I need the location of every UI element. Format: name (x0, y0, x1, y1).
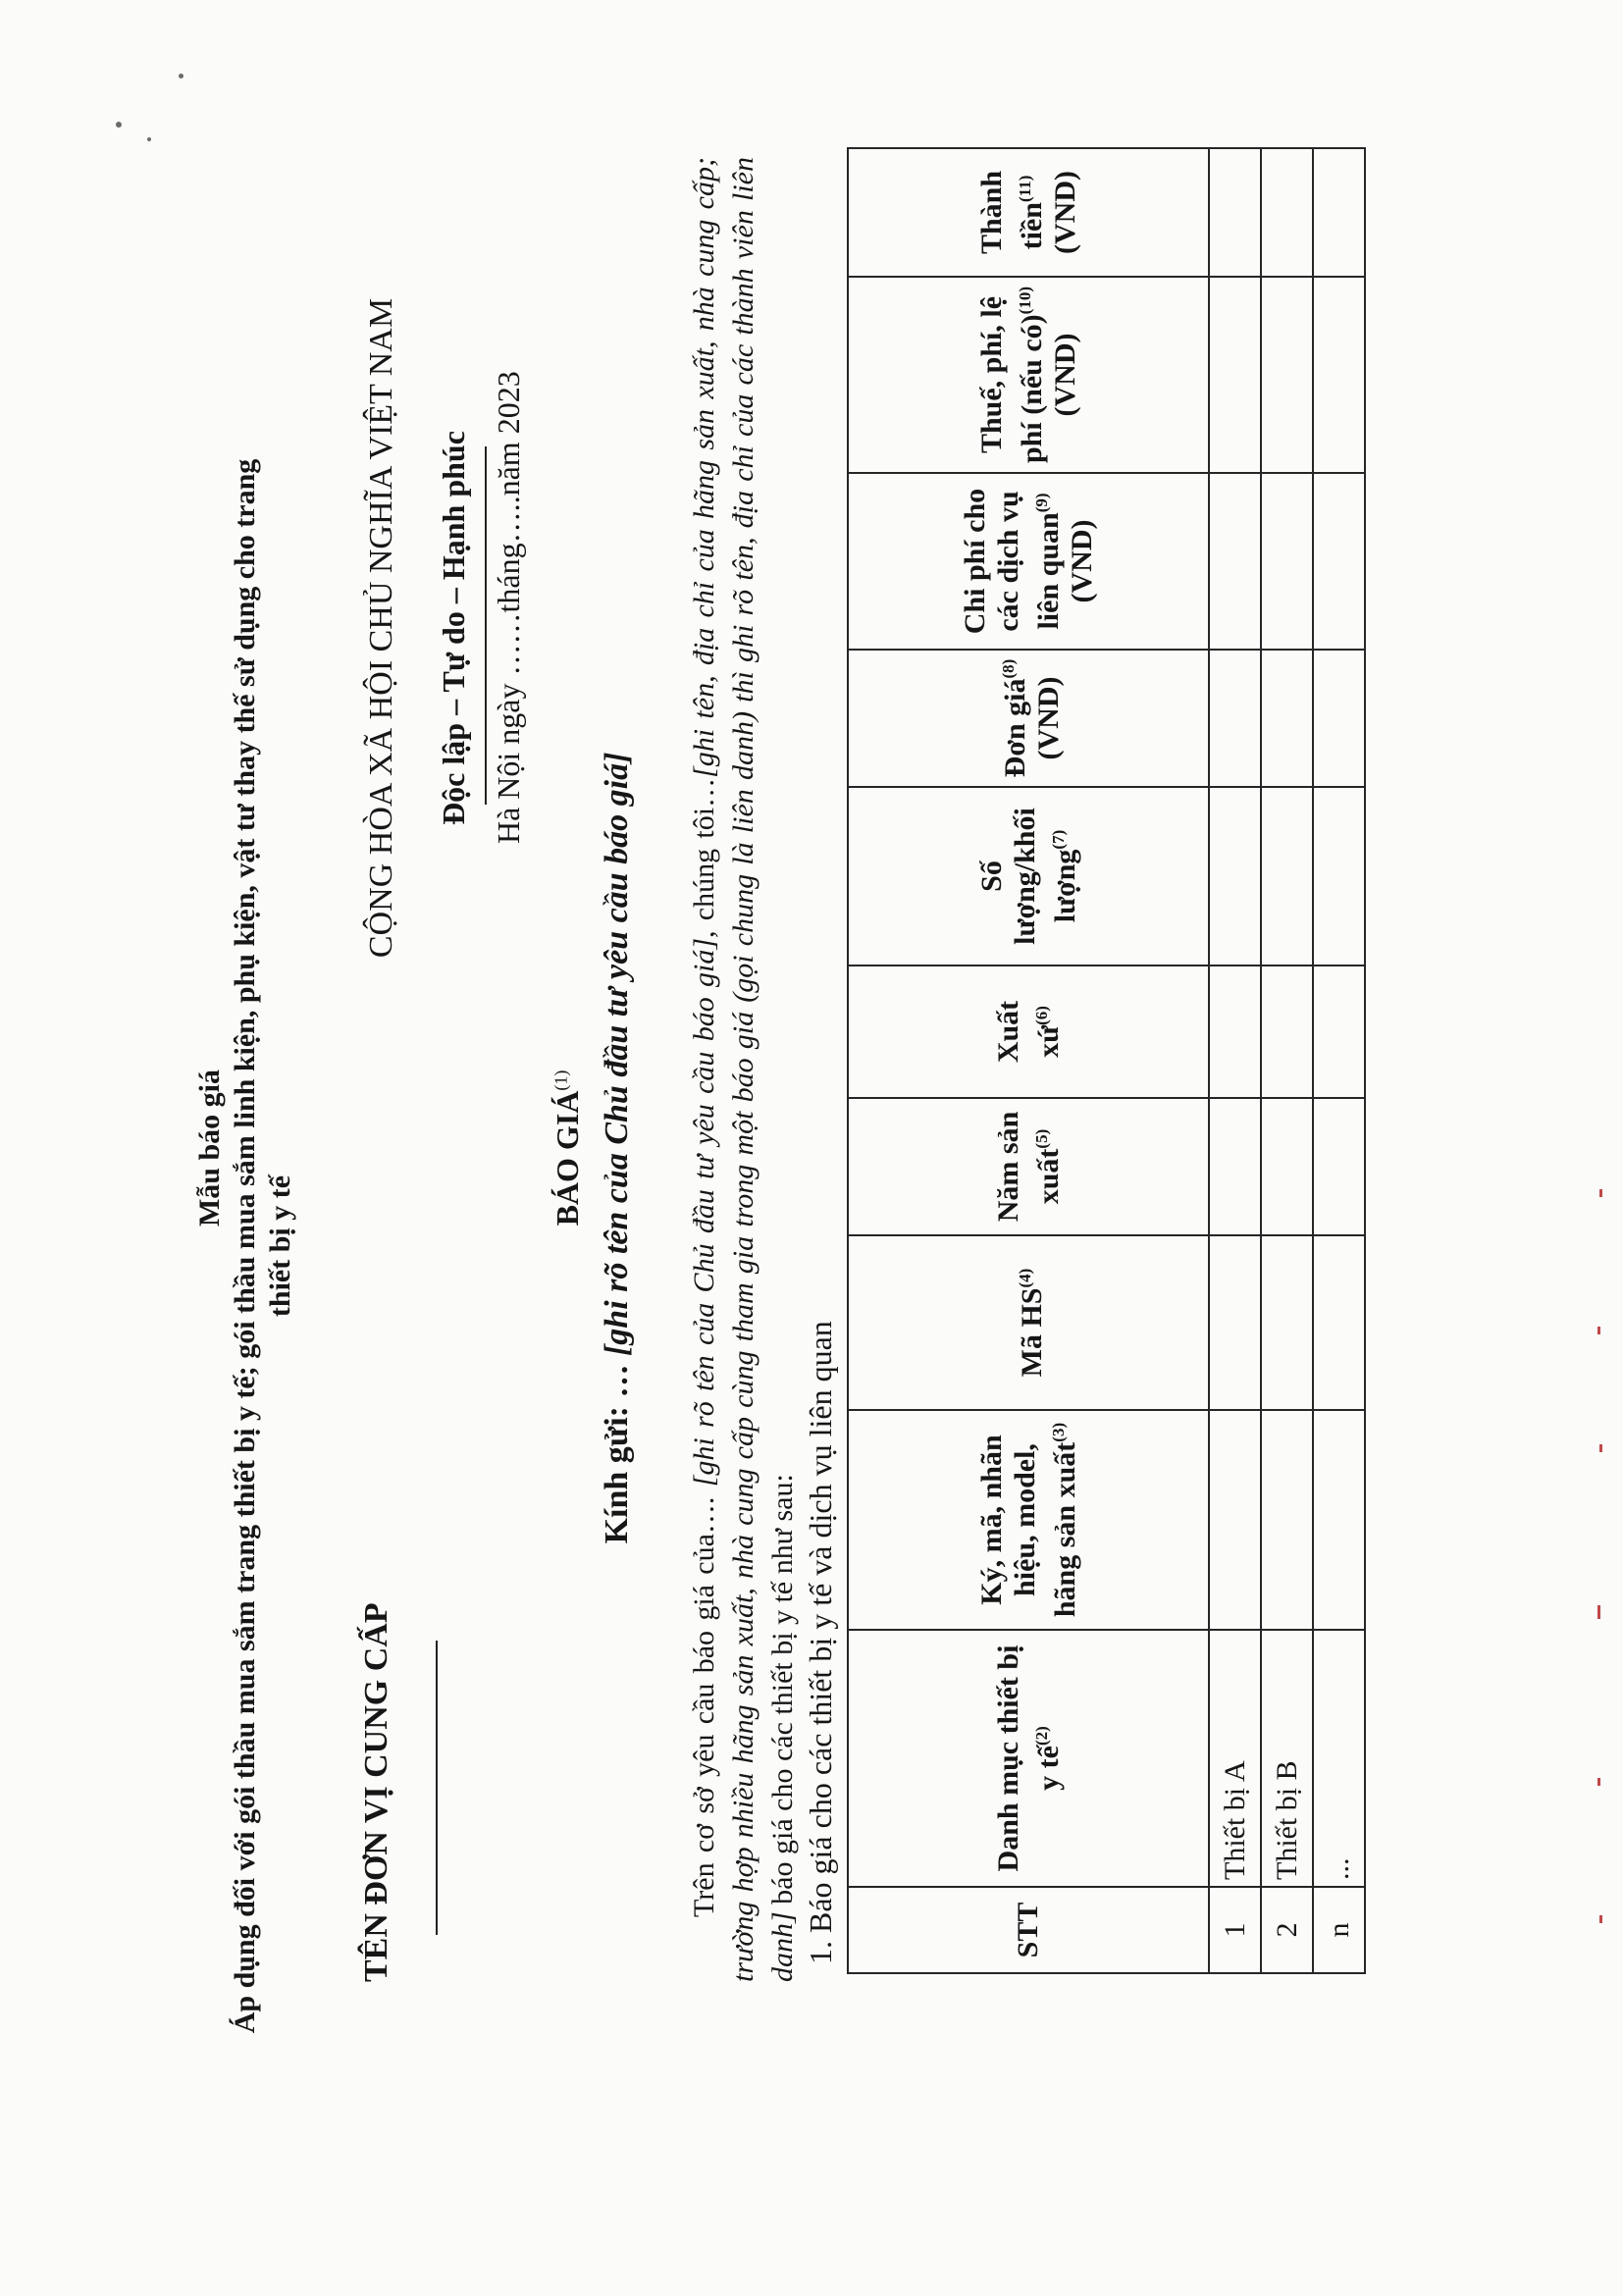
table-cell: n (1313, 1887, 1365, 1973)
intro-text-1: Trên cơ sở yêu cầu báo giá của…. (688, 1487, 720, 1917)
header-label: Năm sản xuất (991, 1111, 1065, 1223)
table-cell (1209, 965, 1261, 1098)
header-unit: (VND) (1048, 171, 1081, 254)
intro-text-3: , chúng tôi… (688, 777, 720, 938)
table-header-cell (848, 148, 1209, 277)
header-footnote: (9) (1031, 493, 1051, 513)
table-header-cell (848, 1887, 1209, 1973)
quote-title (550, 0, 586, 2296)
header-footnote: (2) (1031, 1726, 1051, 1747)
table-cell (1209, 473, 1261, 650)
table-row (1261, 148, 1313, 1973)
header-footnote: (11) (1015, 175, 1034, 203)
form-description: Áp dụng đối với gói thầu mua sắm trang thiết bị y tế; gói thầu mua sắm linh kiện, phụ kiện, vật tư thay thế sử dụng cho trang thiết bị y tế (229, 458, 296, 2034)
table-cell (1209, 1235, 1261, 1410)
scan-speck (179, 74, 183, 78)
table-cell (1261, 473, 1313, 650)
header-footnote: (4) (1015, 1268, 1034, 1288)
table-cell: Thiết bị A (1209, 1630, 1261, 1887)
table-cell (1313, 965, 1365, 1098)
section-heading: 1. Báo giá cho các thiết bị y tế và dịch vụ liên quan (803, 1321, 838, 1964)
table-cell (1261, 787, 1313, 965)
table-cell (1313, 1235, 1365, 1410)
scan-speck (147, 137, 151, 141)
header-label: STT (1012, 1902, 1044, 1958)
recipient-label: Kính gửi: … (599, 1356, 635, 1544)
table-cell (1313, 473, 1365, 650)
table-cell (1313, 148, 1365, 277)
table-cell (1261, 1098, 1313, 1235)
table-cell (1209, 787, 1261, 965)
scan-mark (1597, 1778, 1600, 1786)
intro-text-5: báo giá cho các thiết bị y tế như sau: (766, 1474, 799, 1912)
table-row (1209, 148, 1261, 1973)
table-header-cell (848, 965, 1209, 1098)
table-header-cell (848, 1410, 1209, 1630)
intro-text-4: [ghi tên, địa chỉ của hãng sản xuất, nhà cung cấp; trường hợp nhiều hãng sản xuất, nhà cung cấp cùng tham gia trong một báo giá (gọi chung là liên danh) thì ghi rõ tên, địa chỉ của các thành viên liên danh] (688, 157, 799, 1982)
table-cell: 2 (1261, 1887, 1313, 1973)
recipient-value: [ghi rõ tên của Chủ đầu tư yêu cầu báo giá] (599, 752, 635, 1357)
scan-mark (1599, 1189, 1602, 1197)
table-cell (1261, 965, 1313, 1098)
table-cell (1209, 277, 1261, 473)
scan-mark (1597, 1327, 1600, 1334)
table-cell: Thiết bị B (1261, 1630, 1313, 1887)
header-label: Số lượng/khối lượng (974, 808, 1081, 945)
table-cell (1261, 1235, 1313, 1410)
header-label: Chi phí cho các dịch vụ liên quan (958, 488, 1065, 635)
table-cell (1209, 1098, 1261, 1235)
scan-speck (116, 122, 122, 128)
header-footnote: (6) (1031, 1006, 1051, 1025)
table-cell (1313, 787, 1365, 965)
scan-mark (1599, 1444, 1602, 1452)
table-cell (1261, 148, 1313, 277)
table-cell (1209, 1410, 1261, 1630)
intro-text-2: [ghi rõ tên của Chủ đầu tư yêu cầu báo giá] (688, 937, 720, 1487)
table-cell (1313, 650, 1365, 787)
recipient-line (599, 0, 636, 2296)
table-header-cell (848, 1630, 1209, 1887)
table-cell (1313, 1098, 1365, 1235)
national-motto: Độc lập – Tự do – Hạnh phúc (436, 431, 471, 825)
header-label: Xuất xứ (991, 1000, 1065, 1064)
header-unit: (VND) (1048, 333, 1081, 417)
table-header-cell (848, 473, 1209, 650)
table-cell (1261, 650, 1313, 787)
table-header-cell (848, 277, 1209, 473)
quote-title-text: BÁO GIÁ (550, 1090, 585, 1226)
header-footnote: (8) (998, 658, 1018, 679)
table-cell (1313, 277, 1365, 473)
quote-title-note: (1) (550, 1070, 571, 1091)
table-header-cell (848, 787, 1209, 965)
table-cell: 1 (1209, 1887, 1261, 1973)
header-label: Đơn giá (998, 678, 1031, 778)
table-header-cell (848, 1235, 1209, 1410)
table-cell (1209, 650, 1261, 787)
header-label: Mã HS (1015, 1287, 1048, 1378)
quote-table (847, 147, 1366, 1974)
table-header-row (848, 148, 1209, 1973)
table-header-cell (848, 650, 1209, 787)
header-footnote: (10) (1015, 287, 1034, 315)
table-cell: ... (1313, 1630, 1365, 1887)
header-unit: (VND) (1065, 519, 1098, 603)
header-footnote: (7) (1048, 829, 1068, 850)
header-label: Ký, mã, nhãn hiệu, model, hãng sản xuất (974, 1435, 1081, 1618)
supplier-underline (436, 1641, 438, 1935)
header-footnote: (3) (1048, 1422, 1068, 1442)
table-cell (1313, 1410, 1365, 1630)
form-title: Mẫu báo giá (193, 1069, 226, 1227)
intro-paragraph (685, 157, 803, 1982)
header-label: Danh mục thiết bị y tế (991, 1644, 1065, 1872)
table-cell (1261, 277, 1313, 473)
table-cell (1209, 148, 1261, 277)
motto-underline (485, 446, 487, 805)
scan-mark (1599, 1915, 1602, 1923)
date-line: Hà Nội ngày ……tháng…..năm 2023 (491, 371, 526, 844)
header-footnote: (5) (1031, 1128, 1051, 1149)
supplier-name-heading: TÊN ĐƠN VỊ CUNG CẤP (358, 1602, 394, 1982)
table-cell (1261, 1410, 1313, 1630)
scan-mark (1597, 1605, 1600, 1619)
national-title: CỘNG HÒA XÃ HỘI CHỦ NGHĨA VIỆT NAM (363, 297, 399, 959)
table-header-cell (848, 1098, 1209, 1235)
table-row (1313, 148, 1365, 1973)
header-label: Thành tiền (974, 170, 1048, 255)
header-label: Thuế, phí, lệ phí (nếu có) (974, 295, 1048, 464)
header-unit: (VND) (1031, 676, 1065, 760)
